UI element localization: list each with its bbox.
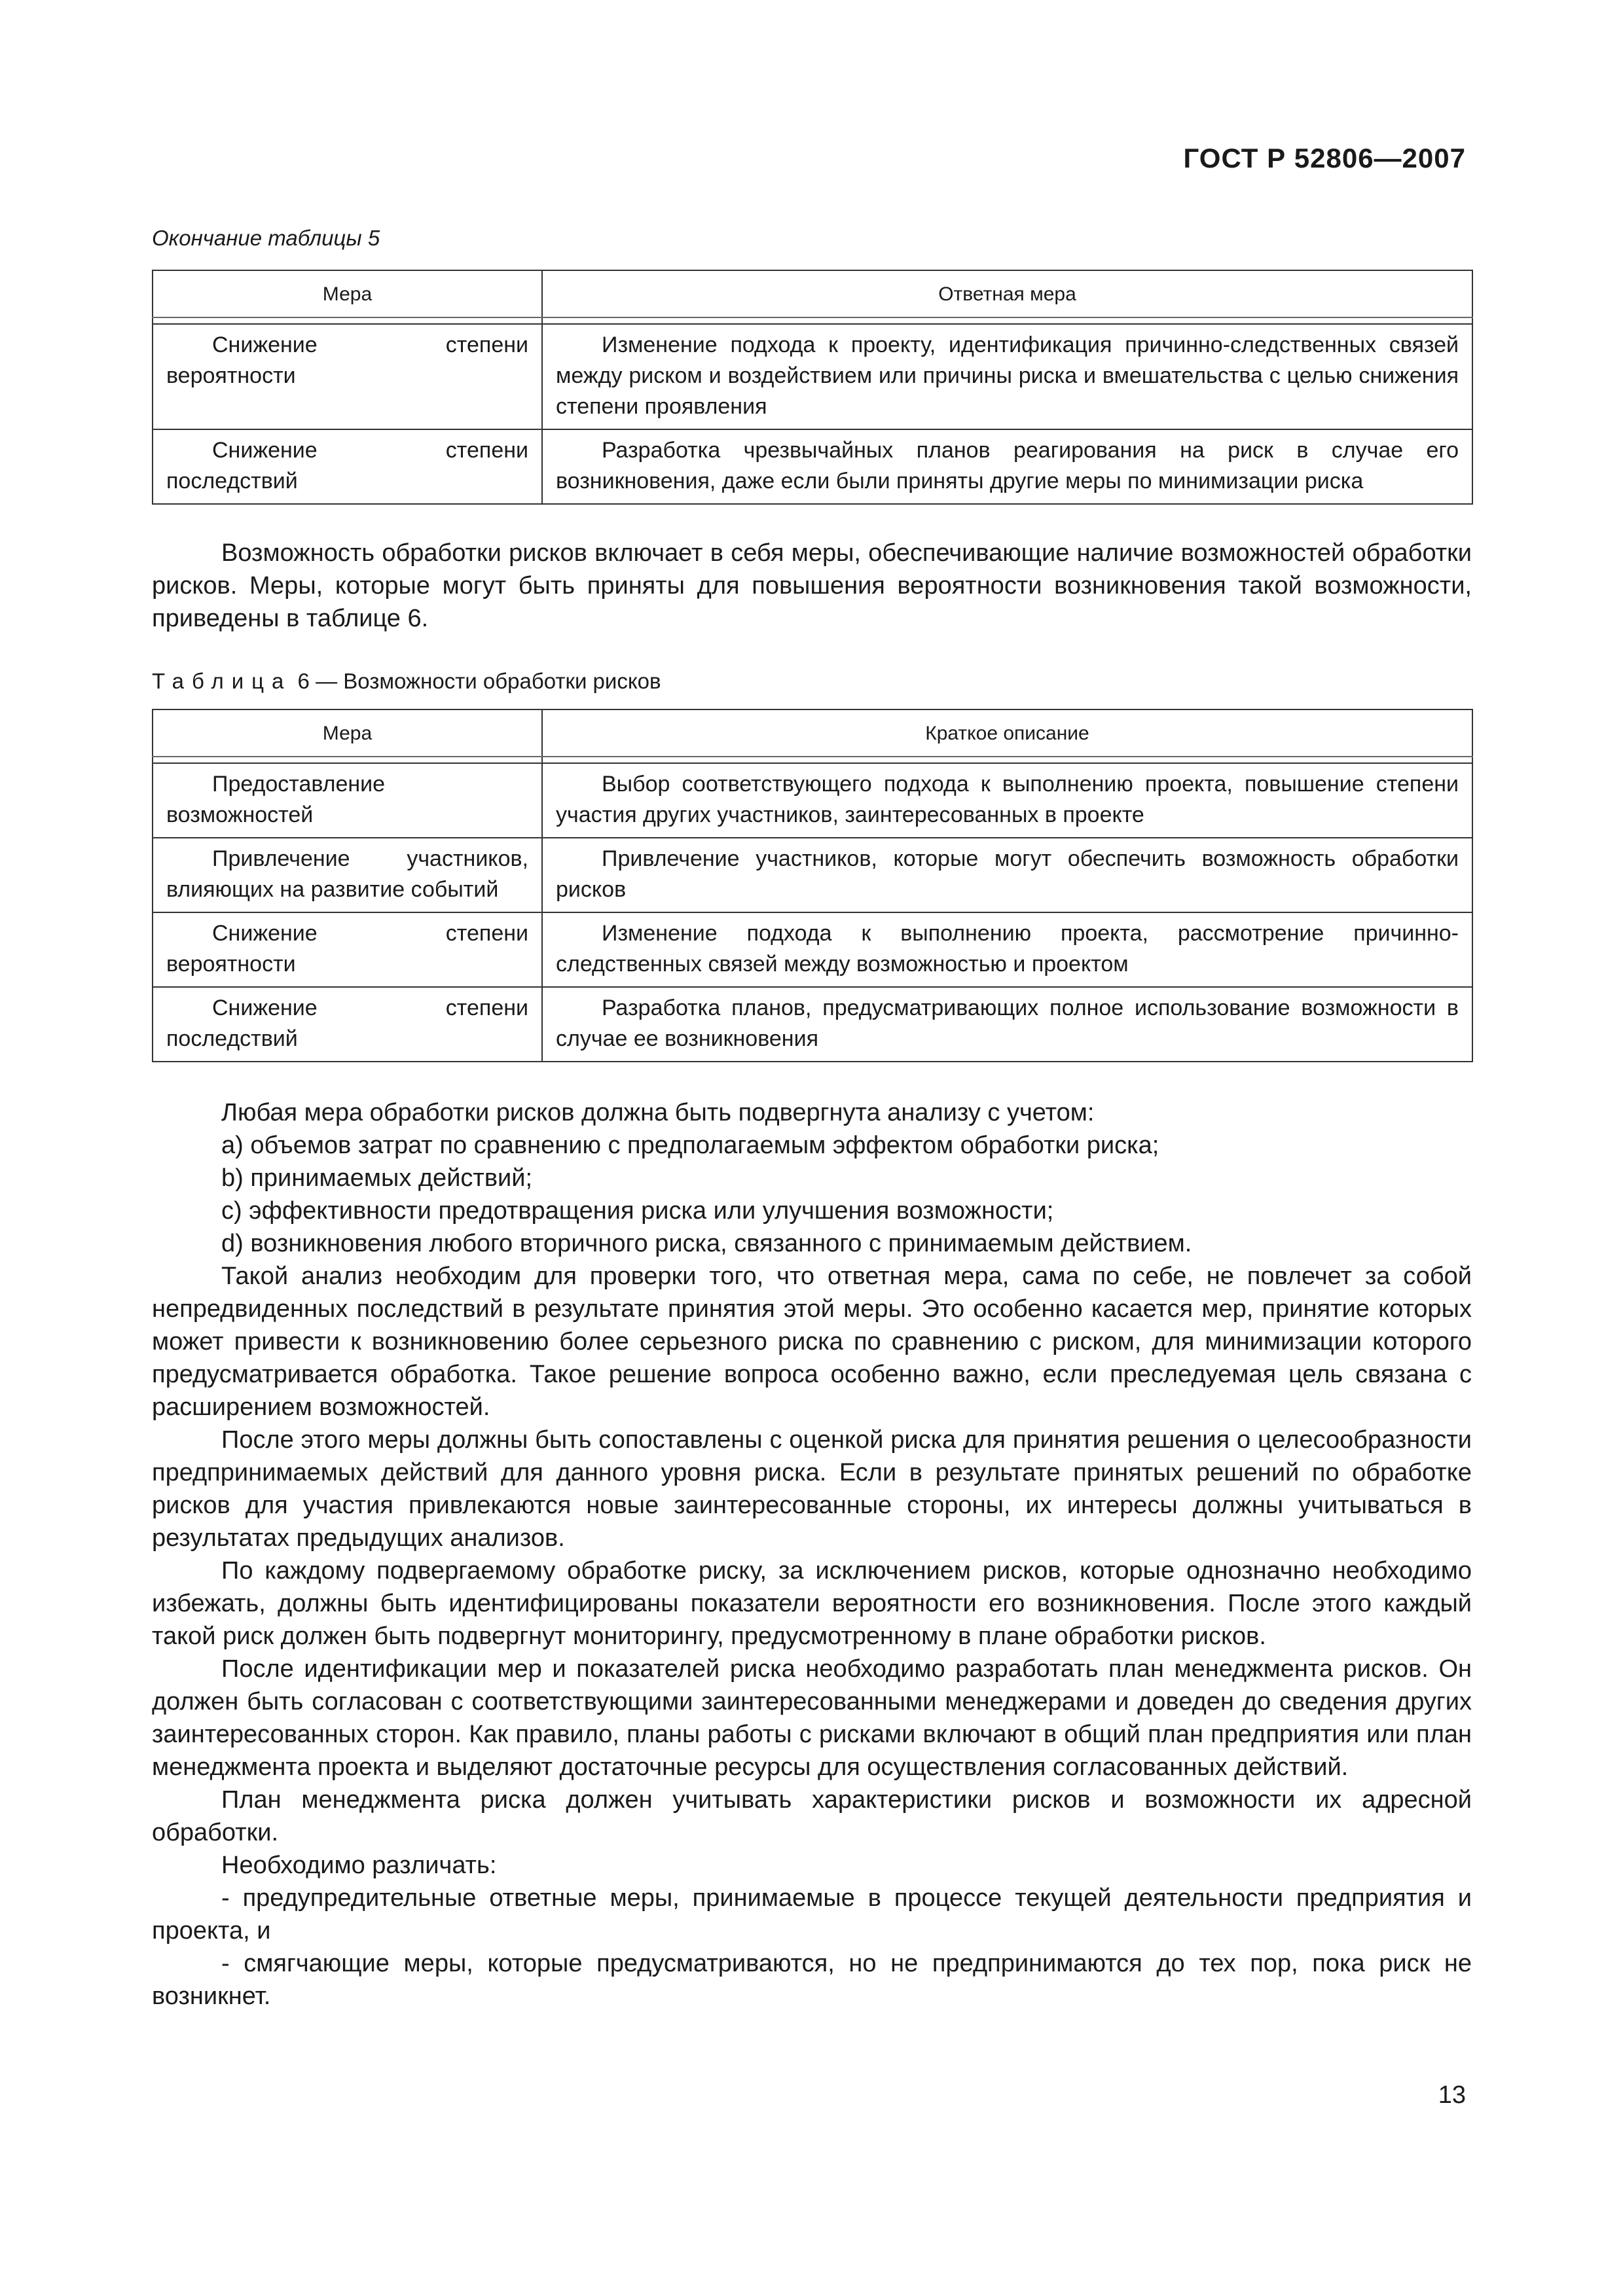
list-item-preventive: - предупредительные ответные меры, принимаемые в процессе текущей деятельности предприятия и проекта, и: [152, 1884, 1472, 1945]
table5: [152, 270, 1473, 505]
table6-header-description: Краткое описание: [542, 709, 1472, 757]
table6-cell-description: Выбор соответствующего подхода к выполнению проекта, повышение степени участия других участников, заинтересованных в проекте: [556, 772, 1459, 827]
table6-cell-description: Разработка планов, предусматривающих полное использование возможности в случае ее возникновения: [556, 996, 1459, 1051]
table6-spacer: [542, 757, 1472, 763]
table5-caption: Окончание таблицы 5: [152, 226, 380, 250]
paragraph-analysis-intro: Любая мера обработки рисков должна быть подвергнута анализу с учетом:: [221, 1099, 1095, 1126]
table6-cell-measure: Снижение степени последствий: [166, 996, 528, 1051]
table-row: [153, 987, 1472, 1062]
list-item-b: b) принимаемых действий;: [221, 1164, 533, 1192]
table6: [152, 709, 1473, 1062]
list-item-c: с) эффективности предотвращения риска или улучшения возможности;: [221, 1197, 1054, 1225]
table-row: [153, 763, 1472, 838]
paragraph-analysis-needed: Такой анализ необходим для проверки того, что ответная мера, сама по себе, не повлечет за собой непредвиденных последствий в результате принятия этой меры. Это особенно касается мер, принятие которых может привести к возникновению более серьезного риска по сравнению с риском, для минимизации которого предусматривается обработка. Такое решение вопроса особенно важно, если преследуемая цель связана с расширением возможностей.: [152, 1263, 1472, 1421]
table5-spacer: [153, 317, 542, 324]
table6-caption: [152, 669, 661, 694]
paragraph-plan-characteristics: План менеджмента риска должен учитывать характеристики рисков и возможности их адресной обработки.: [152, 1786, 1472, 1846]
table6-cell-description: Изменение подхода к выполнению проекта, рассмотрение причинно-следственных связей между возможностью и проектом: [556, 921, 1459, 977]
list-item-a: а) объемов затрат по сравнению с предполагаемым эффектом обработки риска;: [221, 1132, 1159, 1159]
document-code: ГОСТ Р 52806—2007: [1183, 143, 1466, 173]
paragraph-each-risk: По каждому подвергаемому обработке риску, за исключением рисков, которые однозначно необходимо избежать, должны быть идентифицированы показатели вероятности его возникновения. После этого каждый такой риск должен быть подвергнут мониторингу, предусмотренному в плане обработки рисков.: [152, 1557, 1472, 1650]
table6-caption-label: Таблица: [152, 669, 292, 693]
table6-cell-measure: Привлечение участников, влияющих на развитие событий: [166, 846, 528, 902]
intro-paragraph: Возможность обработки рисков включает в себя меры, обеспечивающие наличие возможностей обработки рисков. Меры, которые могут быть приняты для повышения вероятности возникновения такой возможности, приведены в таблице 6.: [152, 539, 1472, 632]
table5-cell-measure: Снижение степени вероятности: [166, 332, 528, 388]
paragraph-distinguish: Необходимо различать:: [221, 1852, 497, 1879]
table6-caption-title: 6 — Возможности обработки рисков: [291, 669, 661, 693]
table-row: [153, 912, 1472, 987]
table5-cell-measure: Снижение степени последствий: [166, 438, 528, 493]
table6-cell-measure: Снижение степени вероятности: [166, 921, 528, 977]
table5-header-response: Ответная мера: [542, 270, 1472, 317]
table6-header-measure: Мера: [153, 709, 542, 757]
list-item-d: d) возникновения любого вторичного риска, связанного с принимаемым действием.: [221, 1230, 1192, 1257]
table-row: [153, 838, 1472, 912]
paragraph-compare: После этого меры должны быть сопоставлены с оценкой риска для принятия решения о целесообразности предпринимаемых действий для данного уровня риска. Если в результате принятых решений по обработке рисков для участия привлекаются новые заинтересованные стороны, их интересы должны учитываться в результатах предыдущих анализов.: [152, 1426, 1472, 1552]
table5-header-measure: Мера: [153, 270, 542, 317]
page-number: 13: [1438, 2081, 1466, 2109]
table5-cell-response: Разработка чрезвычайных планов реагирования на риск в случае его возникновения, даже если были приняты другие меры по минимизации риска: [556, 438, 1459, 493]
table-row: [153, 324, 1472, 429]
table5-cell-response: Изменение подхода к проекту, идентификация причинно-следственных связей между риском и воздействием или причины риска и вмешательства с целью снижения степени проявления: [556, 332, 1459, 419]
list-item-mitigating: - смягчающие меры, которые предусматриваются, но не предпринимаются до тех пор, пока риск не возникнет.: [152, 1950, 1472, 2010]
table6-cell-description: Привлечение участников, которые могут обеспечить возможность обработки рисков: [556, 846, 1459, 902]
table5-spacer: [542, 317, 1472, 324]
paragraph-plan: После идентификации мер и показателей риска необходимо разработать план менеджмента рисков. Он должен быть согласован с соответствующими заинтересованными менеджерами и доведен до сведения других заинтересованных сторон. Как правило, планы работы с рисками включают в общий план предприятия или план менеджмента проекта и выделяют достаточные ресурсы для осуществления согласованных действий.: [152, 1655, 1472, 1781]
table6-cell-measure: Предоставление возможностей: [166, 772, 386, 827]
table6-spacer: [153, 757, 542, 763]
intro-section: [152, 537, 1472, 635]
body-section: [152, 1096, 1472, 2013]
table-row: [153, 429, 1472, 504]
